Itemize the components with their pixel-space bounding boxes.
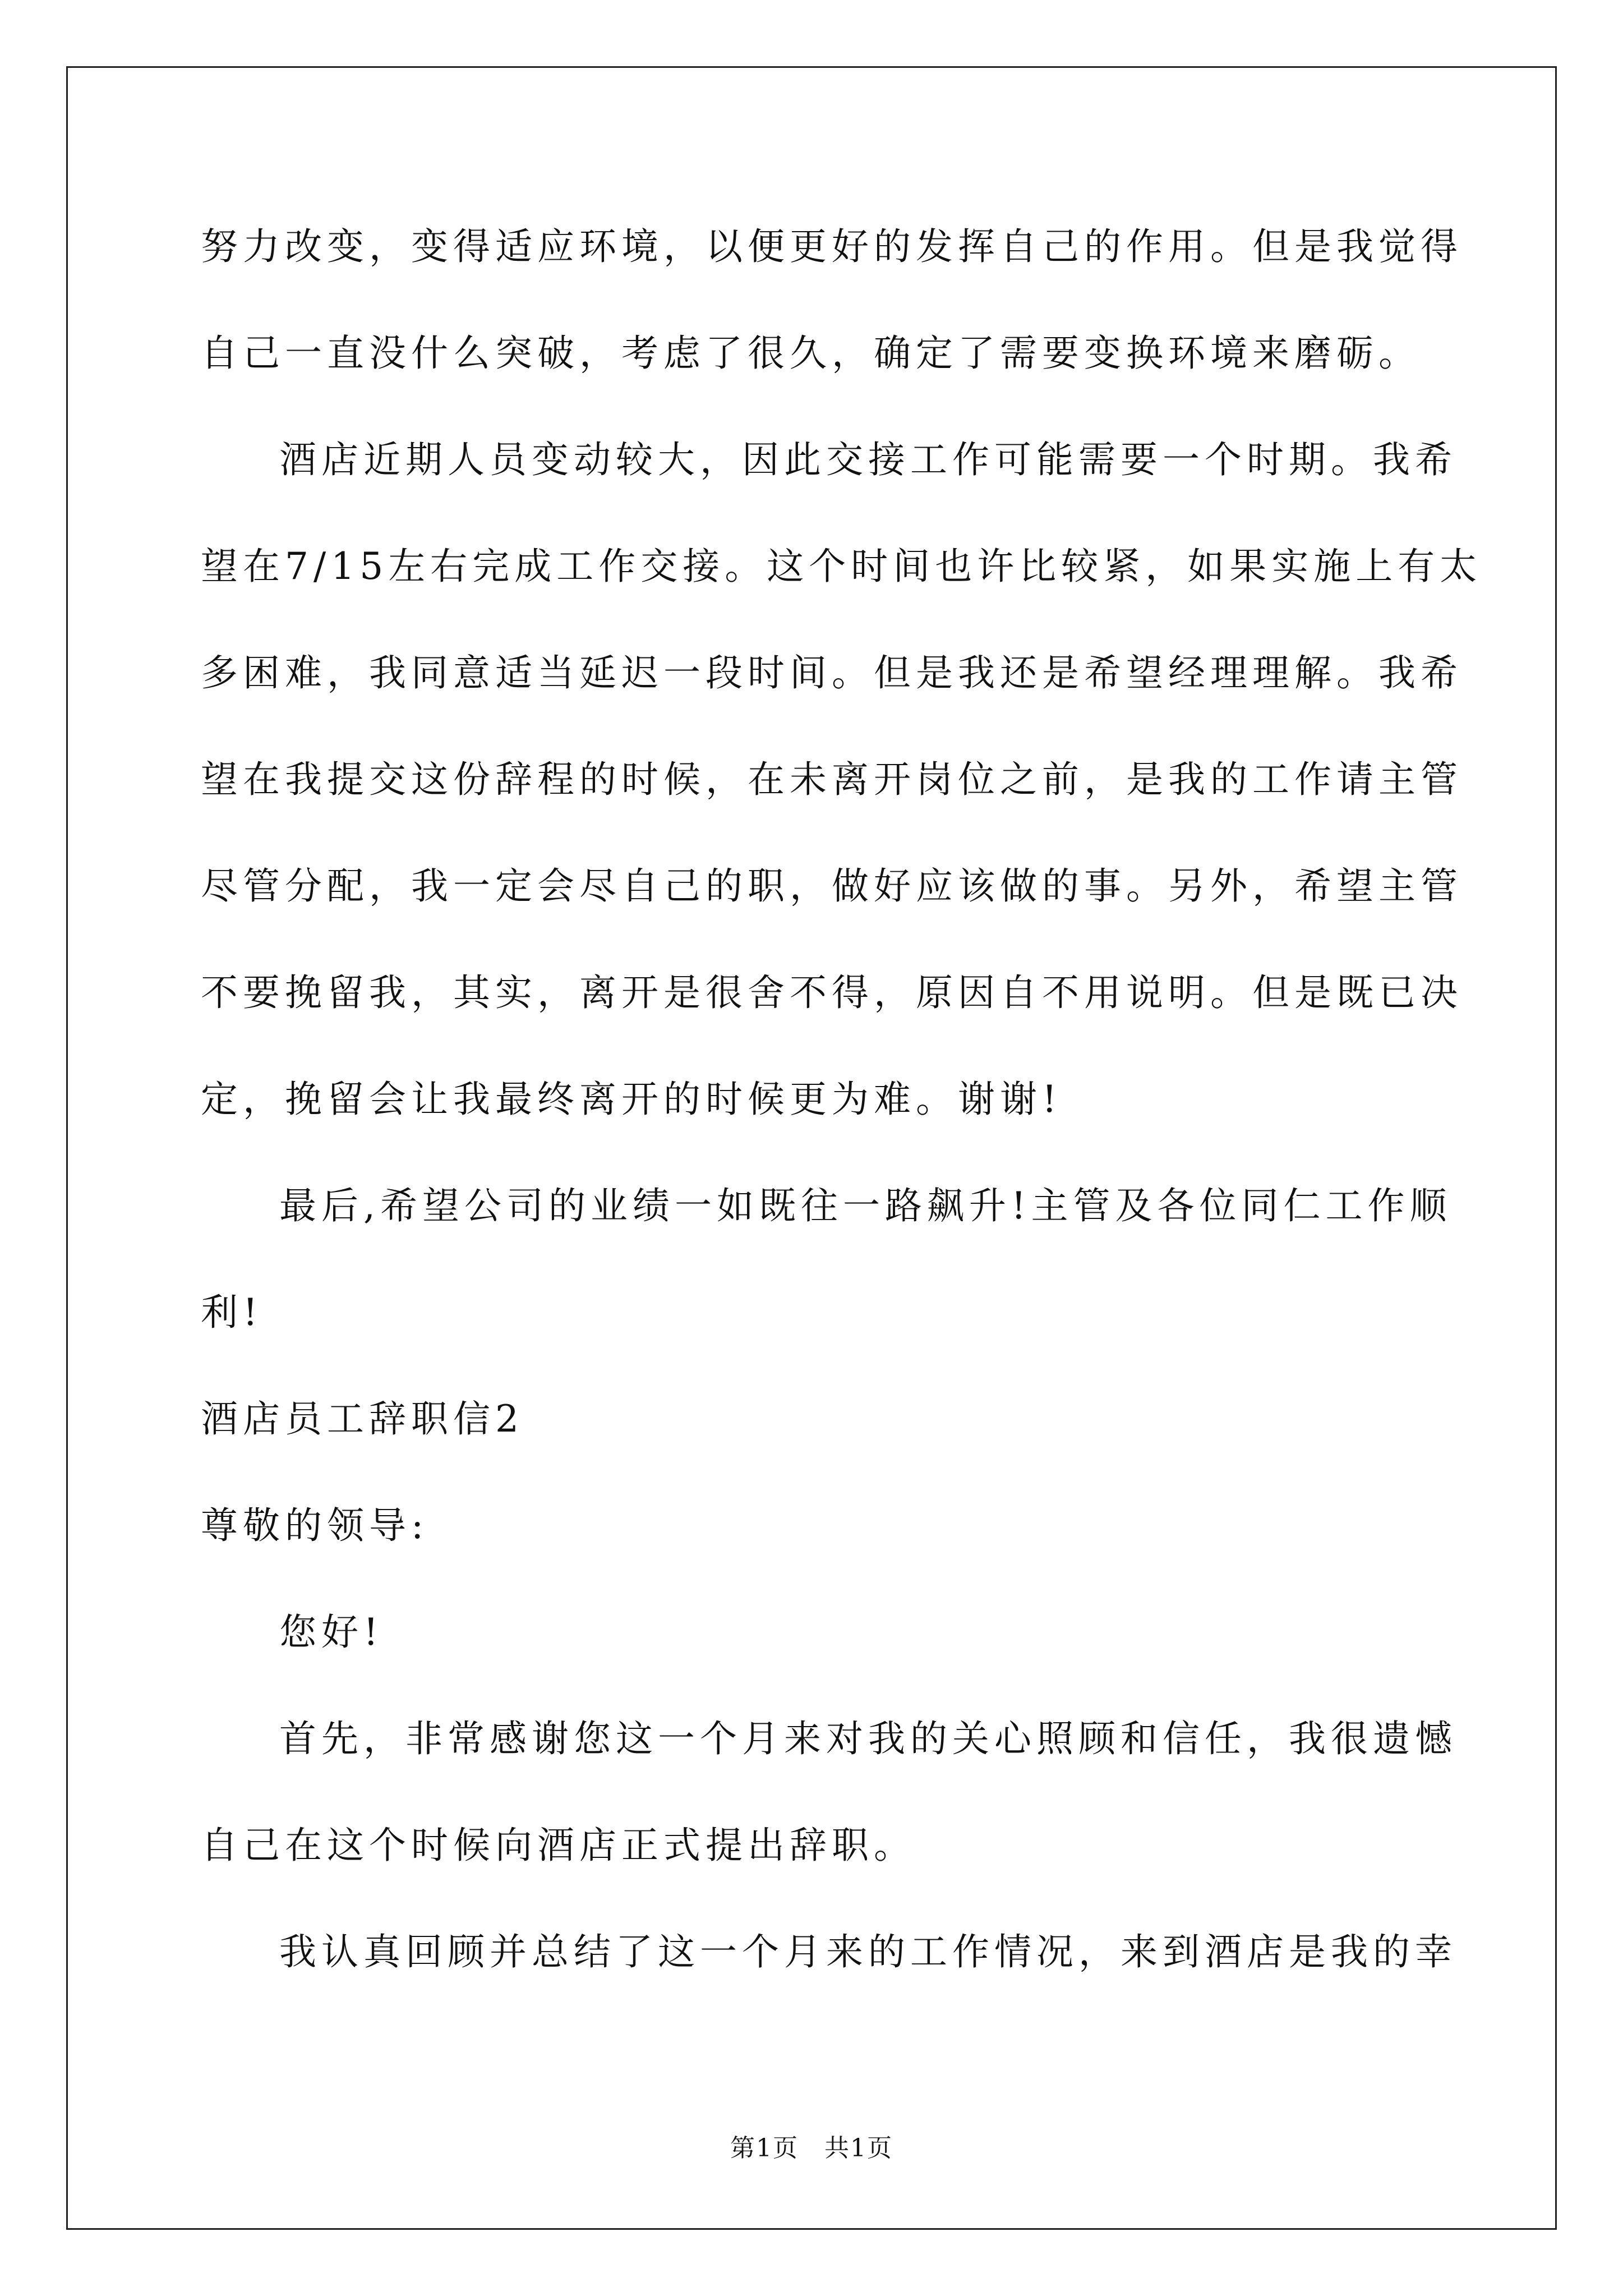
greeting: 您好! bbox=[279, 1611, 384, 1654]
text-line: 不要挽留我，其实，离开是很舍不得，原因自不用说明。但是既已决 bbox=[201, 971, 1463, 1014]
paragraph-start: 我认真回顾并总结了这一个月来的工作情况，来到酒店是我的幸 bbox=[279, 1930, 1457, 1973]
text-line: 自己一直没什么突破，考虑了很久，确定了需要变换环境来磨砺。 bbox=[201, 332, 1421, 375]
paragraph-start: 酒店近期人员变动较大，因此交接工作可能需要一个时期。我希 bbox=[279, 438, 1457, 481]
page-border bbox=[66, 66, 1557, 2230]
text-line: 定，挽留会让我最终离开的时候更为难。谢谢! bbox=[201, 1078, 1062, 1121]
text-line: 努力改变，变得适应环境，以便更好的发挥自己的作用。但是我觉得 bbox=[201, 225, 1463, 268]
salutation: 尊敬的领导: bbox=[201, 1504, 429, 1547]
text-line: 尽管分配，我一定会尽自己的职，做好应该做的事。另外，希望主管 bbox=[201, 864, 1463, 908]
paragraph-start: 最后,希望公司的业绩一如既往一路飙升!主管及各位同仁工作顺 bbox=[279, 1184, 1452, 1227]
text-line: 多困难，我同意适当延迟一段时间。但是我还是希望经理理解。我希 bbox=[201, 651, 1463, 694]
text-line: 自己在这个时候向酒店正式提出辞职。 bbox=[201, 1824, 916, 1867]
text-line: 利! bbox=[201, 1291, 263, 1334]
paragraph-start: 首先，非常感谢您这一个月来对我的关心照顾和信任，我很遗憾 bbox=[279, 1717, 1457, 1760]
page-number-footer: 第1页 共1页 bbox=[730, 2134, 893, 2162]
text-line: 望在7/15左右完成工作交接。这个时间也许比较紧，如果实施上有太 bbox=[201, 545, 1482, 588]
text-line: 望在我提交这份辞程的时候，在未离开岗位之前，是我的工作请主管 bbox=[201, 758, 1463, 801]
section-title: 酒店员工辞职信2 bbox=[201, 1397, 524, 1441]
